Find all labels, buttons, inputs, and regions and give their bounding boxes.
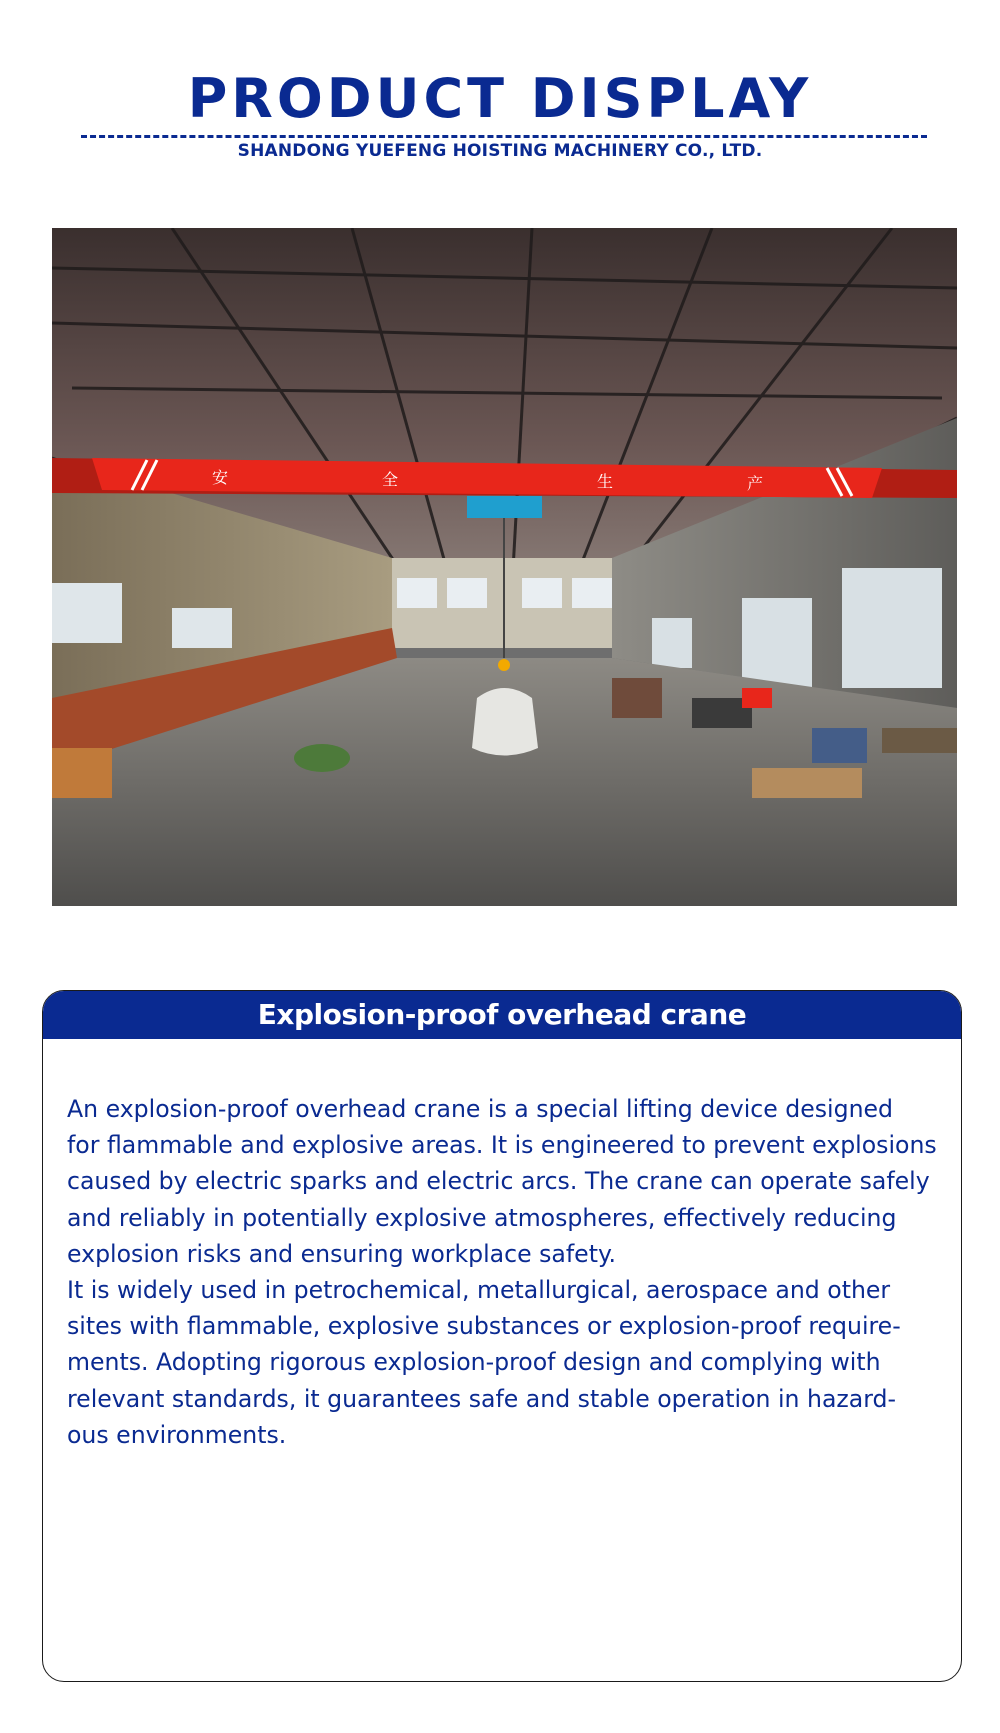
crane-mark-2: 全 [382, 470, 399, 489]
description-line: It is widely used in petrochemical, metallurgical, aerospace and other [67, 1276, 891, 1305]
company-name: SHANDONG YUEFENG HOISTING MACHINERY CO., LTD. [237, 141, 763, 161]
crane-mark-3: 生 [597, 472, 614, 491]
dashed-divider [81, 135, 927, 138]
description-line: caused by electric sparks and electric arcs. The crane can operate safely [67, 1167, 930, 1196]
product-card [42, 990, 962, 1682]
product-photo [52, 228, 957, 906]
description-line: and reliably in potentially explosive atmospheres, effectively reducing [67, 1203, 897, 1232]
crane-mark-1: 安 [212, 468, 229, 487]
page-header [0, 0, 1000, 200]
product-description [67, 1091, 962, 1453]
description-line: An explosion-proof overhead crane is a special lifting device designed [67, 1095, 894, 1123]
workshop-scene [52, 228, 957, 906]
description-line: ous environments. [67, 1420, 287, 1449]
product-heading: Explosion-proof overhead crane [43, 991, 961, 1039]
description-line: sites with flammable, explosive substances or explosion-proof require- [67, 1312, 901, 1341]
description-line: relevant standards, it guarantees safe and stable operation in hazard- [67, 1384, 897, 1413]
description-line: for flammable and explosive areas. It is engineered to prevent explosions [67, 1131, 937, 1160]
description-line: ments. Adopting rigorous explosion-proof design and complying with [67, 1348, 881, 1377]
description-line: explosion risks and ensuring workplace safety. [67, 1239, 617, 1268]
crane-mark-4: 产 [747, 474, 764, 493]
page-title: PRODUCT DISPLAY [187, 67, 813, 130]
